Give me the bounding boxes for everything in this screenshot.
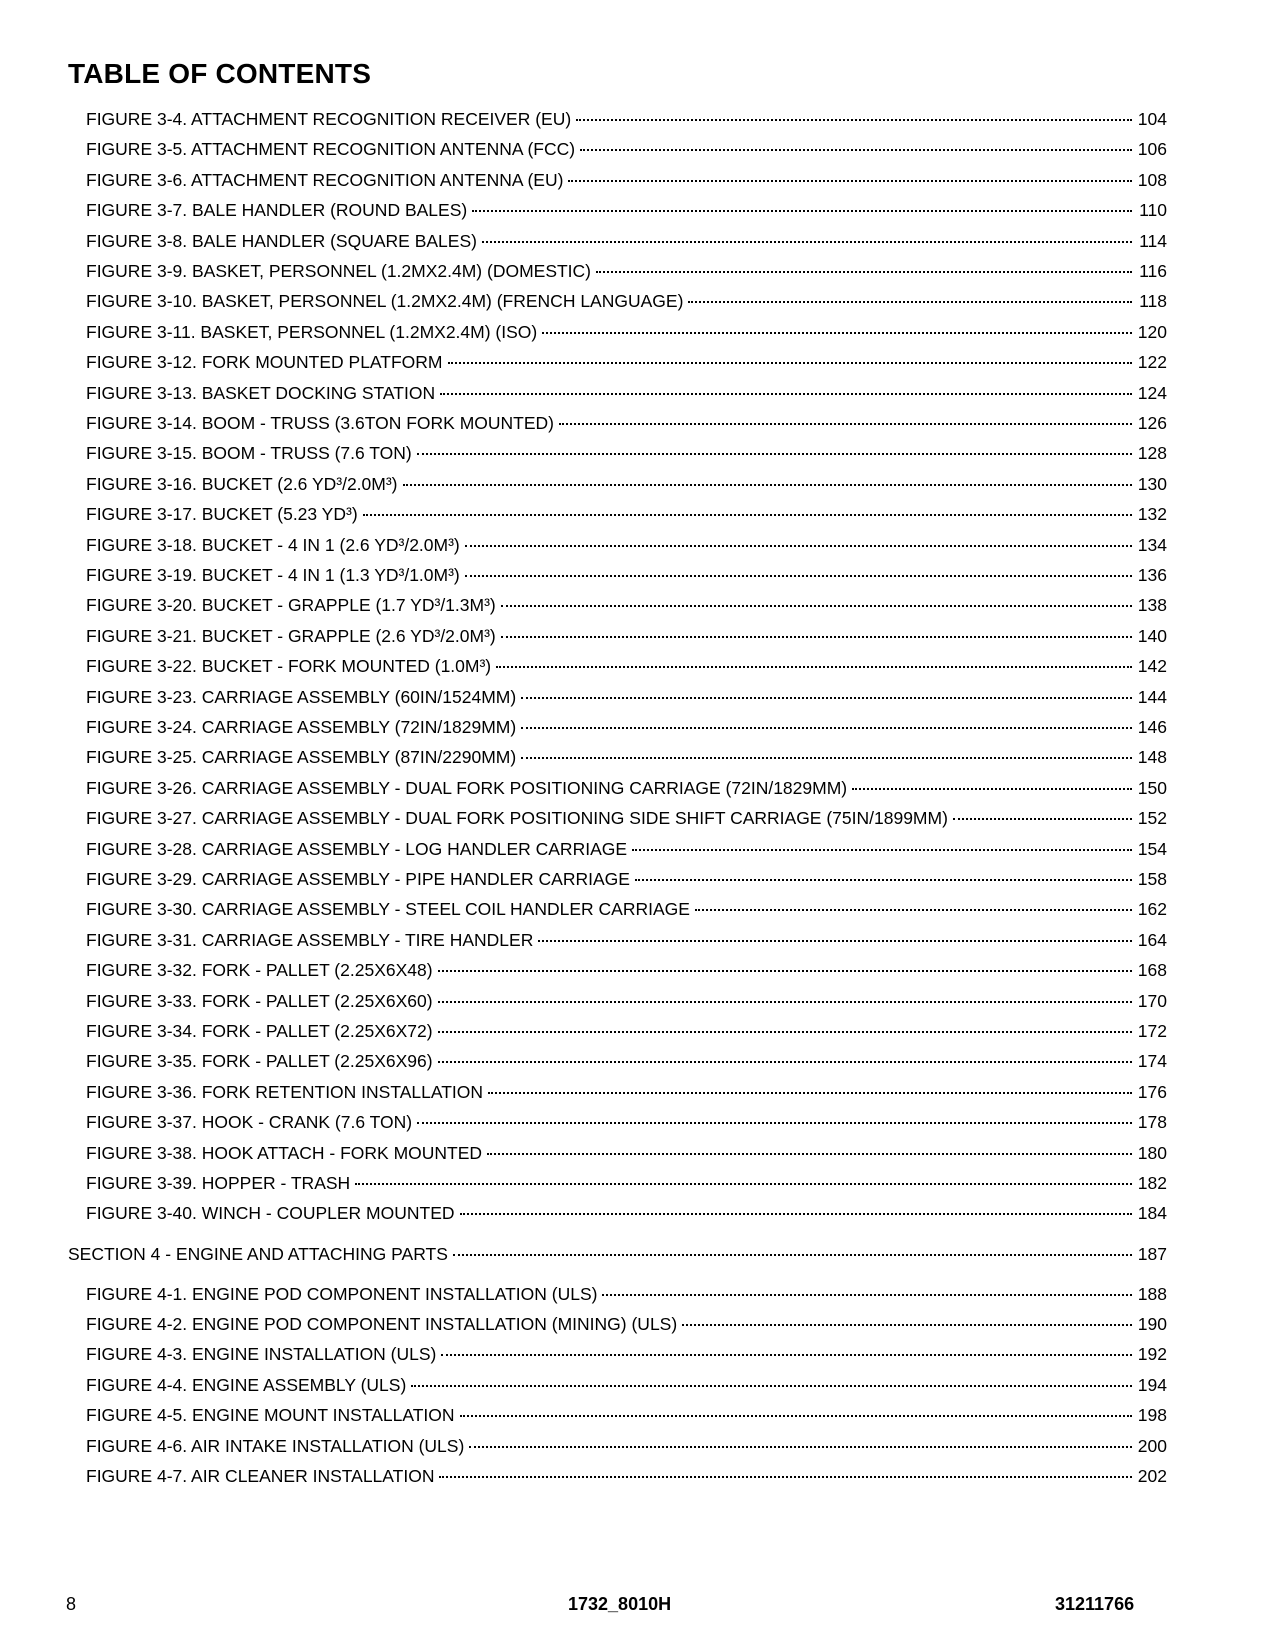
toc-entry[interactable] [86, 290, 1167, 312]
toc-entry[interactable] [86, 655, 1167, 677]
toc-dot-leader [417, 453, 1132, 455]
toc-entry-title: FIGURE 3-19. BUCKET - 4 IN 1 (1.3 YD³/1.0M³) [86, 565, 460, 585]
toc-entry-title: FIGURE 3-32. FORK - PALLET (2.25X6X48) [86, 960, 433, 980]
toc-entry-page: 150 [1137, 778, 1167, 798]
toc-entry-page: 108 [1137, 170, 1167, 190]
toc-entry[interactable] [86, 929, 1167, 951]
toc-entry-page: 140 [1137, 626, 1167, 646]
toc-entry[interactable] [86, 442, 1167, 464]
toc-entry[interactable] [86, 473, 1167, 495]
toc-entry-page: 146 [1137, 717, 1167, 737]
toc-dot-leader [521, 727, 1132, 729]
toc-dot-leader [852, 788, 1132, 790]
toc-dot-leader [438, 1061, 1132, 1063]
toc-entry[interactable] [86, 199, 1167, 221]
toc-dot-leader [487, 1153, 1132, 1155]
toc-section-entry[interactable] [68, 1243, 1167, 1265]
toc-dot-leader [439, 1476, 1132, 1478]
toc-dot-leader [953, 818, 1132, 820]
toc-entry[interactable] [86, 868, 1167, 890]
toc-entry-title: FIGURE 4-3. ENGINE INSTALLATION (ULS) [86, 1344, 437, 1364]
toc-entry-page: 144 [1137, 687, 1167, 707]
toc-dot-leader [355, 1183, 1132, 1185]
toc-entry[interactable] [86, 382, 1167, 404]
toc-dot-leader [440, 393, 1132, 395]
toc-entry[interactable] [86, 1465, 1167, 1487]
toc-dot-leader [496, 666, 1132, 668]
toc-entry-title: SECTION 4 - ENGINE AND ATTACHING PARTS [68, 1244, 448, 1264]
toc-entry-page: 198 [1137, 1405, 1167, 1425]
toc-entry-page: 118 [1139, 291, 1167, 311]
toc-entry-title: FIGURE 3-18. BUCKET - 4 IN 1 (2.6 YD³/2.0M³) [86, 535, 460, 555]
toc-entry-page: 200 [1137, 1436, 1167, 1456]
toc-entry-page: 172 [1137, 1021, 1167, 1041]
toc-dot-leader [363, 514, 1132, 516]
toc-entry-page: 152 [1137, 808, 1167, 828]
toc-entry[interactable] [86, 1020, 1167, 1042]
toc-dot-leader [472, 210, 1132, 212]
toc-dot-leader [576, 119, 1132, 121]
toc-entry-title: FIGURE 3-30. CARRIAGE ASSEMBLY - STEEL COIL HANDLER CARRIAGE [86, 899, 690, 919]
toc-entry-title: FIGURE 3-14. BOOM - TRUSS (3.6TON FORK MOUNTED) [86, 413, 555, 433]
toc-entry-page: 158 [1137, 869, 1167, 889]
toc-entry-title: FIGURE 4-5. ENGINE MOUNT INSTALLATION [86, 1405, 455, 1425]
toc-entry-page: 202 [1137, 1466, 1167, 1486]
toc-dot-leader [501, 636, 1132, 638]
toc-entry-page: 154 [1137, 839, 1167, 859]
toc-dot-leader [469, 1446, 1132, 1448]
toc-dot-leader [580, 149, 1132, 151]
toc-entry[interactable] [86, 1283, 1167, 1305]
toc-entry-page: 170 [1137, 991, 1167, 1011]
toc-dot-leader [465, 575, 1132, 577]
toc-entry[interactable] [86, 1142, 1167, 1164]
toc-entry[interactable] [86, 807, 1167, 829]
toc-entry[interactable] [86, 230, 1167, 252]
toc-entry[interactable] [86, 534, 1167, 556]
toc-entry[interactable] [86, 138, 1167, 160]
toc-entry-title: FIGURE 3-22. BUCKET - FORK MOUNTED (1.0M³) [86, 656, 492, 676]
toc-entry-title: FIGURE 3-10. BASKET, PERSONNEL (1.2MX2.4M) (FRENCH LANGUAGE) [86, 291, 684, 311]
toc-entry[interactable] [86, 625, 1167, 647]
toc-entry-page: 168 [1137, 960, 1167, 980]
toc-entry-page: 106 [1137, 139, 1167, 159]
toc-entry-title: FIGURE 4-2. ENGINE POD COMPONENT INSTALLATION (MINING) (ULS) [86, 1314, 678, 1334]
toc-dot-leader [542, 332, 1132, 334]
toc-dot-leader [460, 1415, 1132, 1417]
toc-dot-leader [682, 1324, 1132, 1326]
toc-entry-title: FIGURE 3-28. CARRIAGE ASSEMBLY - LOG HANDLER CARRIAGE [86, 839, 628, 859]
toc-entry-title: FIGURE 3-31. CARRIAGE ASSEMBLY - TIRE HANDLER [86, 930, 534, 950]
toc-dot-leader [538, 940, 1132, 942]
toc-dot-leader [559, 423, 1132, 425]
footer-model: 1732_8010H [568, 1594, 672, 1614]
toc-dot-leader [521, 757, 1132, 759]
toc-entry-page: 182 [1137, 1173, 1167, 1193]
toc-entry-page: 184 [1137, 1203, 1167, 1223]
toc-entry-page: 142 [1137, 656, 1167, 676]
toc-entry-title: FIGURE 3-39. HOPPER - TRASH [86, 1173, 351, 1193]
toc-entry-title: FIGURE 3-33. FORK - PALLET (2.25X6X60) [86, 991, 433, 1011]
toc-entry-page: 128 [1137, 443, 1167, 463]
toc-entry-page: 126 [1137, 413, 1167, 433]
toc-entry[interactable] [86, 1374, 1167, 1396]
toc-entry-page: 130 [1137, 474, 1167, 494]
toc-dot-leader [596, 271, 1132, 273]
toc-dot-leader [501, 605, 1132, 607]
footer-document-number: 31211766 [1055, 1594, 1135, 1614]
toc-entry-page: 187 [1137, 1244, 1167, 1264]
toc-entry-page: 174 [1137, 1051, 1167, 1071]
toc-entry[interactable] [86, 959, 1167, 981]
toc-entry-title: FIGURE 3-25. CARRIAGE ASSEMBLY (87IN/2290MM) [86, 747, 517, 767]
toc-entry[interactable] [86, 351, 1167, 373]
toc-entry-title: FIGURE 3-35. FORK - PALLET (2.25X6X96) [86, 1051, 433, 1071]
footer-page-number: 8 [66, 1594, 77, 1614]
toc-entry[interactable] [86, 686, 1167, 708]
toc-entry-title: FIGURE 3-16. BUCKET (2.6 YD³/2.0M³) [86, 474, 398, 494]
toc-dot-leader [688, 301, 1132, 303]
toc-entry-page: 120 [1137, 322, 1167, 342]
toc-dot-leader [465, 545, 1132, 547]
toc-entry-title: FIGURE 3-12. FORK MOUNTED PLATFORM [86, 352, 443, 372]
toc-entry-page: 176 [1137, 1082, 1167, 1102]
toc-entry-page: 138 [1137, 595, 1167, 615]
toc-dot-leader [521, 697, 1132, 699]
page-title: TABLE OF CONTENTS [68, 58, 372, 89]
toc-entry[interactable] [86, 1313, 1167, 1335]
toc-dot-leader [488, 1092, 1132, 1094]
toc-entry[interactable] [86, 777, 1167, 799]
toc-entry-title: FIGURE 3-36. FORK RETENTION INSTALLATION [86, 1082, 484, 1102]
toc-entry-page: 194 [1137, 1375, 1167, 1395]
toc-entry[interactable] [86, 108, 1167, 130]
toc-dot-leader [403, 484, 1132, 486]
toc-entry-page: 114 [1139, 231, 1167, 251]
toc-entry-page: 104 [1137, 109, 1167, 129]
toc-entry-page: 162 [1137, 899, 1167, 919]
toc-entry[interactable] [86, 1343, 1167, 1365]
toc-entry-page: 180 [1137, 1143, 1167, 1163]
toc-entry-page: 110 [1139, 200, 1167, 220]
toc-entry[interactable] [86, 1172, 1167, 1194]
toc-entry-title: FIGURE 3-6. ATTACHMENT RECOGNITION ANTENNA (EU) [86, 170, 564, 190]
toc-entry-page: 148 [1137, 747, 1167, 767]
toc-entry-title: FIGURE 3-20. BUCKET - GRAPPLE (1.7 YD³/1.3M³) [86, 595, 496, 615]
toc-entry-title: FIGURE 3-9. BASKET, PERSONNEL (1.2MX2.4M) (DOMESTIC) [86, 261, 592, 281]
toc-entry-page: 190 [1137, 1314, 1167, 1334]
toc-entry-title: FIGURE 3-21. BUCKET - GRAPPLE (2.6 YD³/2.0M³) [86, 626, 496, 646]
toc-dot-leader [695, 909, 1132, 911]
toc-entry[interactable] [86, 1081, 1167, 1103]
toc-entry-title: FIGURE 3-38. HOOK ATTACH - FORK MOUNTED [86, 1143, 483, 1163]
toc-entry-page: 124 [1137, 383, 1167, 403]
toc-entry-page: 164 [1137, 930, 1167, 950]
toc-dot-leader [460, 1213, 1133, 1215]
toc-entry[interactable] [86, 1435, 1167, 1457]
toc-dot-leader [453, 1254, 1132, 1256]
toc-dot-leader [438, 1031, 1132, 1033]
toc-entry[interactable] [86, 594, 1167, 616]
toc-dot-leader [438, 1001, 1132, 1003]
toc-entry-title: FIGURE 3-11. BASKET, PERSONNEL (1.2MX2.4M) (ISO) [86, 322, 538, 342]
toc-entry[interactable] [86, 260, 1167, 282]
toc-entry-page: 178 [1137, 1112, 1167, 1132]
toc-entry-page: 188 [1137, 1284, 1167, 1304]
toc-entry[interactable] [86, 1111, 1167, 1133]
toc-entry[interactable] [86, 412, 1167, 434]
toc-entry-title: FIGURE 4-1. ENGINE POD COMPONENT INSTALLATION (ULS) [86, 1284, 598, 1304]
toc-entry[interactable] [86, 564, 1167, 586]
toc-entry[interactable] [86, 1404, 1167, 1426]
toc-dot-leader [482, 241, 1132, 243]
toc-entry-title: FIGURE 3-7. BALE HANDLER (ROUND BALES) [86, 200, 468, 220]
toc-entry-page: 116 [1139, 261, 1167, 281]
toc-entry[interactable] [86, 1202, 1167, 1224]
toc-dot-leader [438, 970, 1132, 972]
toc-entry-title: FIGURE 3-15. BOOM - TRUSS (7.6 TON) [86, 443, 412, 463]
toc-entry[interactable] [86, 990, 1167, 1012]
toc-entry-title: FIGURE 3-40. WINCH - COUPLER MOUNTED [86, 1203, 455, 1223]
toc-entry-title: FIGURE 4-6. AIR INTAKE INSTALLATION (ULS) [86, 1436, 465, 1456]
toc-dot-leader [568, 180, 1132, 182]
toc-dot-leader [441, 1354, 1132, 1356]
toc-entry[interactable] [86, 503, 1167, 525]
toc-entry-title: FIGURE 3-4. ATTACHMENT RECOGNITION RECEIVER (EU) [86, 109, 572, 129]
toc-dot-leader [417, 1122, 1132, 1124]
toc-entry-title: FIGURE 3-24. CARRIAGE ASSEMBLY (72IN/1829MM) [86, 717, 517, 737]
toc-entry-page: 136 [1137, 565, 1167, 585]
toc-entry[interactable] [86, 838, 1167, 860]
toc-dot-leader [411, 1385, 1132, 1387]
toc-entry[interactable] [86, 746, 1167, 768]
toc-dot-leader [635, 879, 1132, 881]
toc-entry-page: 122 [1137, 352, 1167, 372]
toc-entry[interactable] [86, 321, 1167, 343]
toc-entry-title: FIGURE 3-8. BALE HANDLER (SQUARE BALES) [86, 231, 477, 251]
toc-entry-title: FIGURE 3-17. BUCKET (5.23 YD³) [86, 504, 358, 524]
toc-entry[interactable] [86, 1050, 1167, 1072]
toc-entry-title: FIGURE 3-37. HOOK - CRANK (7.6 TON) [86, 1112, 413, 1132]
toc-entry-title: FIGURE 3-13. BASKET DOCKING STATION [86, 383, 436, 403]
toc-entry-title: FIGURE 3-26. CARRIAGE ASSEMBLY - DUAL FORK POSITIONING CARRIAGE (72IN/1829MM) [86, 778, 848, 798]
toc-entry[interactable] [86, 898, 1167, 920]
toc-entry-page: 132 [1137, 504, 1167, 524]
toc-entry-title: FIGURE 3-23. CARRIAGE ASSEMBLY (60IN/1524MM) [86, 687, 517, 707]
toc-entry-page: 134 [1137, 535, 1167, 555]
toc-entry-title: FIGURE 3-27. CARRIAGE ASSEMBLY - DUAL FORK POSITIONING SIDE SHIFT CARRIAGE (75IN/1899MM) [86, 808, 948, 828]
toc-dot-leader [448, 362, 1132, 364]
toc-entry-title: FIGURE 4-4. ENGINE ASSEMBLY (ULS) [86, 1375, 407, 1395]
toc-dot-leader [632, 849, 1132, 851]
toc-entry-title: FIGURE 3-5. ATTACHMENT RECOGNITION ANTENNA (FCC) [86, 139, 576, 159]
toc-dot-leader [602, 1294, 1132, 1296]
toc-entry-page: 192 [1137, 1344, 1167, 1364]
toc-entry[interactable] [86, 169, 1167, 191]
toc-entry-title: FIGURE 3-29. CARRIAGE ASSEMBLY - PIPE HANDLER CARRIAGE [86, 869, 630, 889]
toc-entry-title: FIGURE 3-34. FORK - PALLET (2.25X6X72) [86, 1021, 433, 1041]
toc-entry[interactable] [86, 716, 1167, 738]
toc-entry-title: FIGURE 4-7. AIR CLEANER INSTALLATION [86, 1466, 435, 1486]
